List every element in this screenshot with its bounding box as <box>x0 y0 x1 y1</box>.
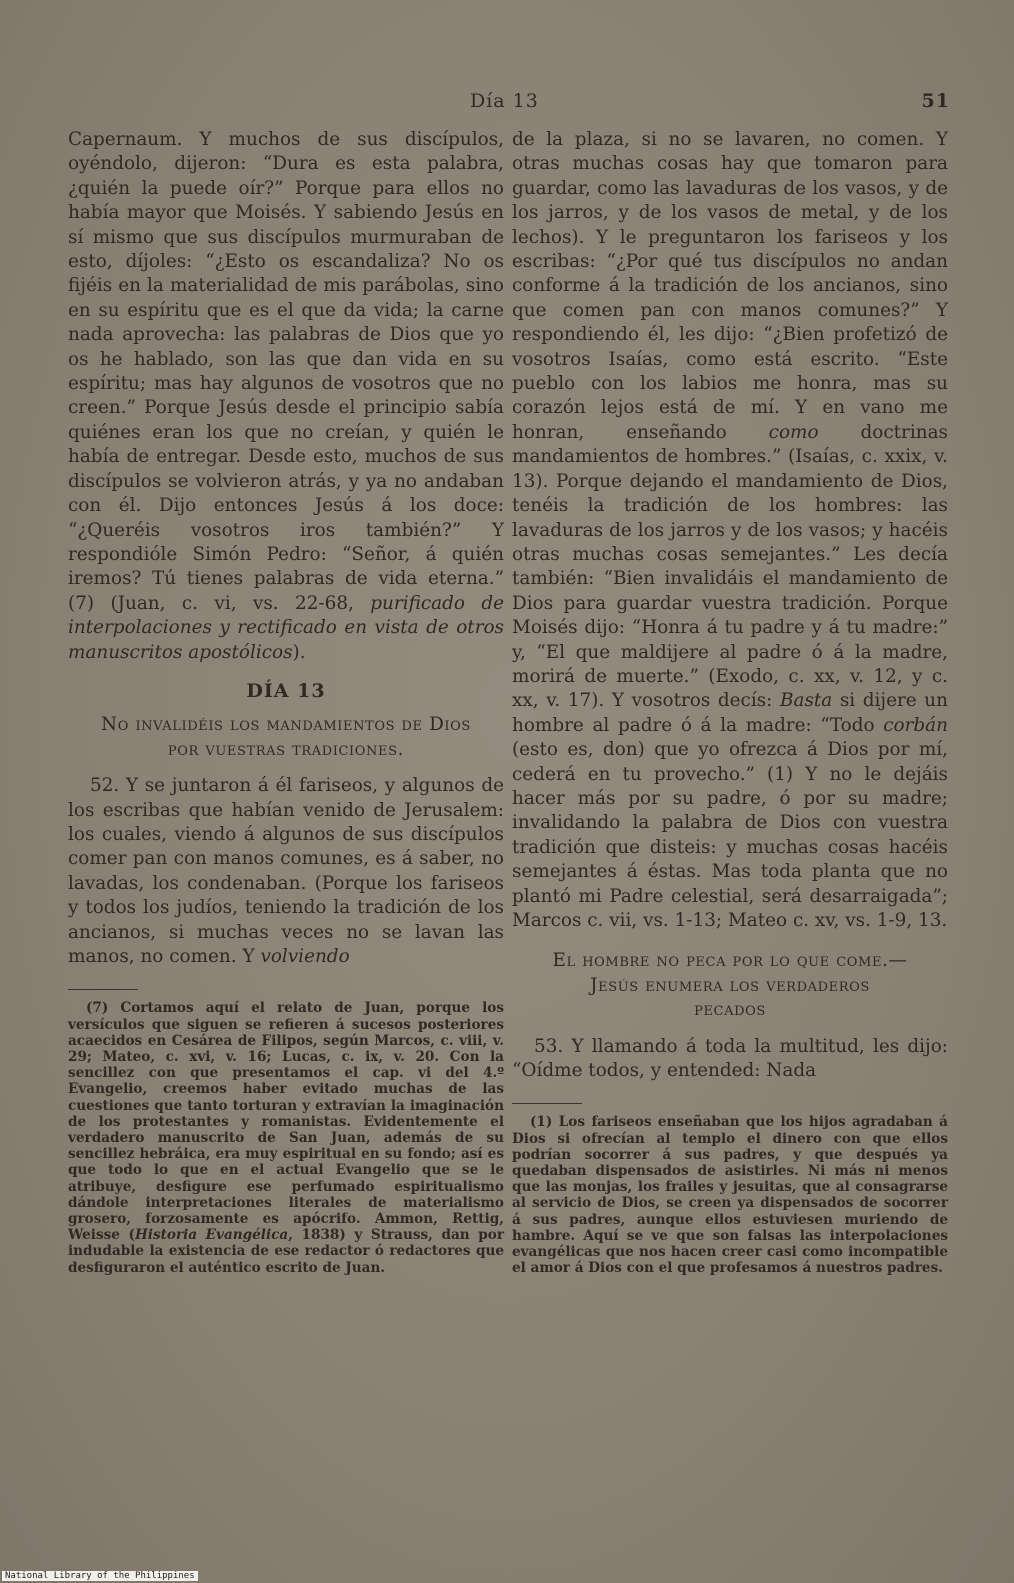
right-section-title-line-1: El hombre no peca por lo que come.— <box>552 950 908 972</box>
left-paragraph-1-text: Capernaum. Y muchos de sus discípulos, oyéndolo, dijeron: “Dura es esta palabra, ¿quién la puede oír?” Porque para ellos no había mayor que Moisés. Y sabiendo Jesús en sí mismo que sus discípulos murmuraban de esto, díjoles: “¿Esto os escandaliza? No os fijéis en la materialidad de mis parábolas, sino en su espíritu que es el que da vida; la carne nada aprovecha: las palabras de Dios que yo os he hablado, son las que dan vida en su espíritu; mas hay algunos de vosotros que no creen.” Porque Jesús desde el principio sabía quiénes eran los que no creían, y quién le había de entregar. Desde esto, muchos de sus discípulos se volvieron atrás, y ya no andaban con él. Dijo entonces Jesús á los doce: “¿Queréis vosotros iros también?” Y respondióle Simón Pedro: “Señor, á quién iremos? Tú tienes palabras de vida eterna.” (7) (Juan, c. vi, vs. 22-68, <box>68 129 504 614</box>
right-paragraph-1 <box>512 128 948 933</box>
footnote-rule <box>68 989 138 990</box>
right-paragraph-1-italic-2: Basta <box>779 690 833 712</box>
left-paragraph-2-text: 52. Y se juntaron á él fariseos, y algunos de los escribas que habían venido de Jerusalem: los cuales, viendo á algunos de sus discípulos comer pan con manos comunes, es á saber, no lavadas, los condenaban. (Porque los fariseos y todos los judíos, teniendo la tradición de los ancianos, si muchas veces no se lavan las manos, no comen. Y <box>68 775 504 967</box>
right-footnote-rule <box>512 1103 582 1104</box>
right-section-title-line-3: pecados <box>694 999 766 1021</box>
right-paragraph-1-d: (esto es, don) que yo ofrezca á Dios por mí, cederá en tu provecho.” (1) Y no le dejáis hacer más por su padre, ó por su madre; invalidando la palabra de Dios con vuestra tradición que disteis: y muchas cosas hacéis semejantes á éstas. Mas toda planta que no plantó mi Padre celestial, será desarraigada”; Marcos c. vii, vs. 1-13; Mateo c. xv, vs. 1-9, 13. <box>512 739 948 931</box>
right-paragraph-1-a: de la plaza, si no se lavaren, no comen. Y otras muchas cosas hay que tomaron para guardar, como las lavaduras de los vasos, y de los jarros, y de los vasos de metal, y de los lechos). Y le preguntaron los fariseos y los escribas: “¿Por qué tus discípulos no andan conforme á la tradición de los ancianos, sino que comen pan con manos comunes?” Y respondiendo él, les dijo: “¿Bien profetizó de vosotros Isaías, como está escrito. “Este pueblo con los labios me honra, mas su corazón lejos está de mí. Y en vano me honran, enseñando <box>512 129 948 443</box>
footnote-7-italic: Historia Evangélica <box>134 1227 289 1244</box>
left-paragraph-2-italic: volviendo <box>260 946 350 967</box>
left-paragraph-1-end: ). <box>292 641 306 663</box>
running-head-title: Día 13 <box>470 90 539 112</box>
right-column <box>512 128 948 1276</box>
left-paragraph-1 <box>68 128 504 665</box>
right-section-title-line-2: Jesús enumera los verdaderos <box>590 974 870 996</box>
right-paragraph-1-italic-3: corbán <box>883 714 948 736</box>
footnote-7-text: (7) Cortamos aquí el relato de Juan, porque los versículos que siguen se refieren á sucesos posteriores acaecidos en Cesárea de Filipos, según Marcos, c. viii, v. 29; Mateo, c. xvi, v. 16; Lucas, c. ix, v. 20. Con la sencillez con que presentamos el cap. vi del 4.º Evangelio, creemos haber evitado muchas de las cuestiones que tanto torturan y extravían la imaginación de los protestantes y romanistas. Evidentemente el verdadero manuscrito de San Juan, además de su sencillez hebráica, era muy espiritual en su fondo; así es que todo lo que en el actual Evangelio que se le atribuye, desfigure ese perfumado espiritualismo dándole interpretaciones literales de materialismo grosero, forzosamente es apócrifo. Ammon, Rettig, Weisse ( <box>68 1000 504 1244</box>
left-column <box>68 128 504 1276</box>
library-watermark: National Library of the Philippines <box>2 1571 198 1581</box>
footnote-1: (1) Los fariseos enseñaban que los hijos agradaban á Dios si ofrecían al templo el dinero con que ellos podrían socorrer á sus padres, y que después ya quedaban dispensados de asistirles. Ni más ni menos que las monjas, los frailes y jesuitas, que al consagrarse al servicio de Dios, se creen ya dispensados de socorrer á sus padres, aunque ellos estuviesen muriendo de hambre. Aquí se ve que son falsas las interpolaciones evangélicas que nos hacen creer casi como incompatible el amor á Dios con el que profesamos á nuestros padres. <box>512 1114 948 1277</box>
page-number: 51 <box>921 90 950 112</box>
day-heading: DÍA 13 <box>246 679 326 702</box>
left-paragraph-1-italic: purificado de interpolaciones y rectificado en vista de otros manuscritos apostólicos <box>68 592 504 663</box>
right-paragraph-1-italic-1: como <box>768 421 819 443</box>
section-title-line-2: por vuestras tradiciones. <box>167 738 405 760</box>
right-paragraph-1-c: si dijere un hombre al padre ó á la madre: “Todo <box>512 690 948 736</box>
left-paragraph-2 <box>68 774 504 969</box>
section-title-line-1: No invalidéis los mandamientos de Dios <box>101 714 471 736</box>
footnote-7-end: , 1838) y Strauss, dan por indudable la existencia de ese redactor ó redactores que desfiguraron el auténtico escrito de Juan. <box>68 1227 504 1276</box>
right-paragraph-1-b: doctrinas mandamientos de hombres.” (Isaías, c. xxix, v. 13). Porque dejando el mandamiento de Dios, tenéis la tradición de los hombres: las lavaduras de los jarros y de los vasos; y hacéis otras muchas cosas semejantes.” Les decía también: “Bien invalidáis el mandamiento de Dios para guardar vuestra tradición. Porque Moisés dijo: “Honra á tu padre y á tu madre:” y, “El que maldijere al padre ó á la madre, morirá de muerte.” (Exodo, c. xx, v. 12, y c. xx, v. 17). Y vosotros decís: <box>512 421 948 712</box>
right-paragraph-2: 53. Y llamando á toda la multitud, les dijo: “Oídme todos, y entended: Nada <box>512 1035 948 1082</box>
footnote-7 <box>68 1000 504 1275</box>
